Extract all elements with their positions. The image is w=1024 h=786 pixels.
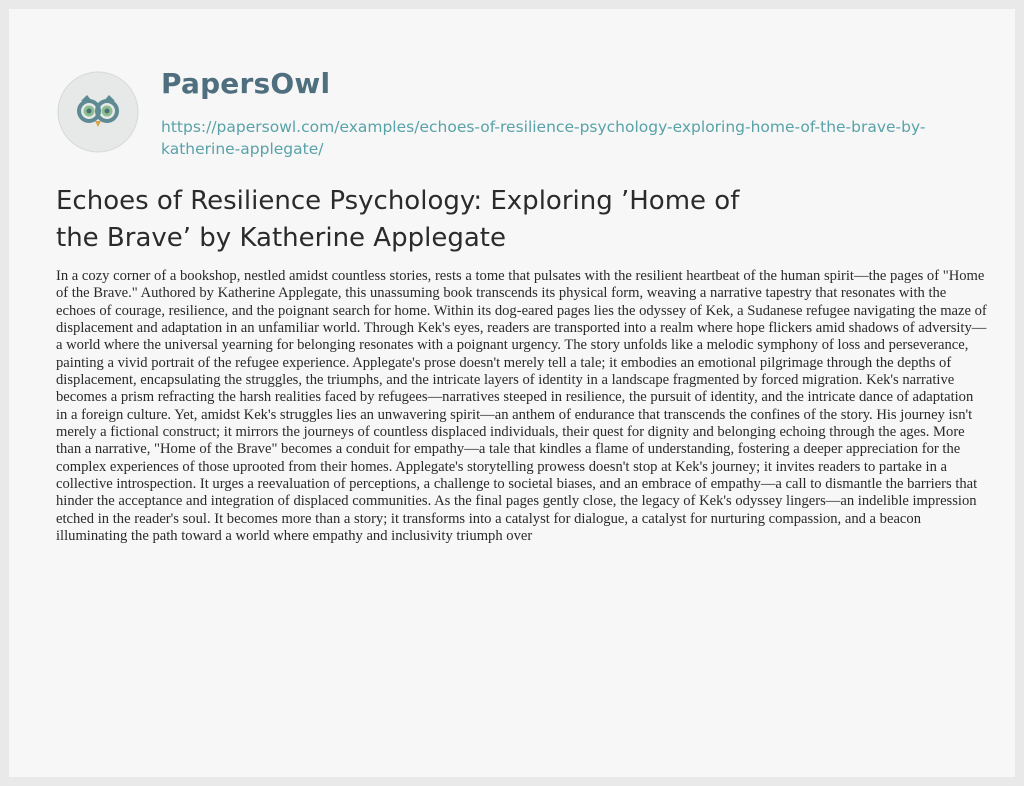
source-url-link[interactable]: https://papersowl.com/examples/echoes-of-resilience-psychology-exploring-home-of-the-brave-by-katherine-applegate/ <box>161 118 926 158</box>
brand-name: PapersOwl <box>161 67 331 100</box>
document-title: Echoes of Resilience Psychology: Exploring ’Home of the Brave’ by Katherine Applegate <box>56 186 740 253</box>
document-page <box>9 9 1015 777</box>
document-body: In a cozy corner of a bookshop, nestled amidst countless stories, rests a tome that pulsates with the resilient heartbeat of the human spirit—the pages of "Home of the Brave." Authored by Katherine Applegate, this unassuming book transcends its physical form, weaving a narrative tapestry that resonates with the echoes of courage, resilience, and the poignant search for home. Within its dog-eared pages lies the odyssey of Kek, a Sudanese refugee navigating the maze of displacement and adaptation in an unfamiliar world. Through Kek's eyes, readers are transported into a realm where hope flickers amid shadows of adversity—a world where the universal yearning for belonging resonates with a poignant urgency. The story unfolds like a melodic symphony of loss and perseverance, painting a vivid portrait of the refugee experience. Applegate's prose doesn't merely tell a tale; it embodies an emotional pilgrimage through the depths of displacement, encapsulating the struggles, the triumphs, and the intricate layers of identity in a landscape fragmented by forced migration. Kek's narrative becomes a prism refracting the harsh realities faced by refugees—narratives steeped in resilience, the pursuit of identity, and the intricate dance of adaptation in a foreign culture. Yet, amidst Kek's struggles lies an unwavering spirit—an anthem of endurance that transcends the confines of the story. His journey isn't merely a fictional construct; it mirrors the journeys of countless displaced individuals, their quest for dignity and belonging echoing through the ages. More than a narrative, "Home of the Brave" becomes a conduit for empathy—a tale that kindles a flame of understanding, fostering a deeper appreciation for the complex experiences of those uprooted from their homes. Applegate's storytelling prowess doesn't stop at Kek's journey; it invites readers to partake in a collective introspection. It urges a reevaluation of perceptions, a challenge to societal biases, and an embrace of empathy—a call to dismantle the barriers that hinder the acceptance and integration of displaced communities. As the final pages gently close, the legacy of Kek's odyssey lingers—an indelible impression etched in the reader's soul. It becomes more than a story; it transforms into a catalyst for dialogue, a catalyst for nurturing compassion, and a beacon illuminating the path toward a world where empathy and inclusivity triumph over <box>56 268 987 545</box>
owl-logo-icon <box>57 71 139 153</box>
